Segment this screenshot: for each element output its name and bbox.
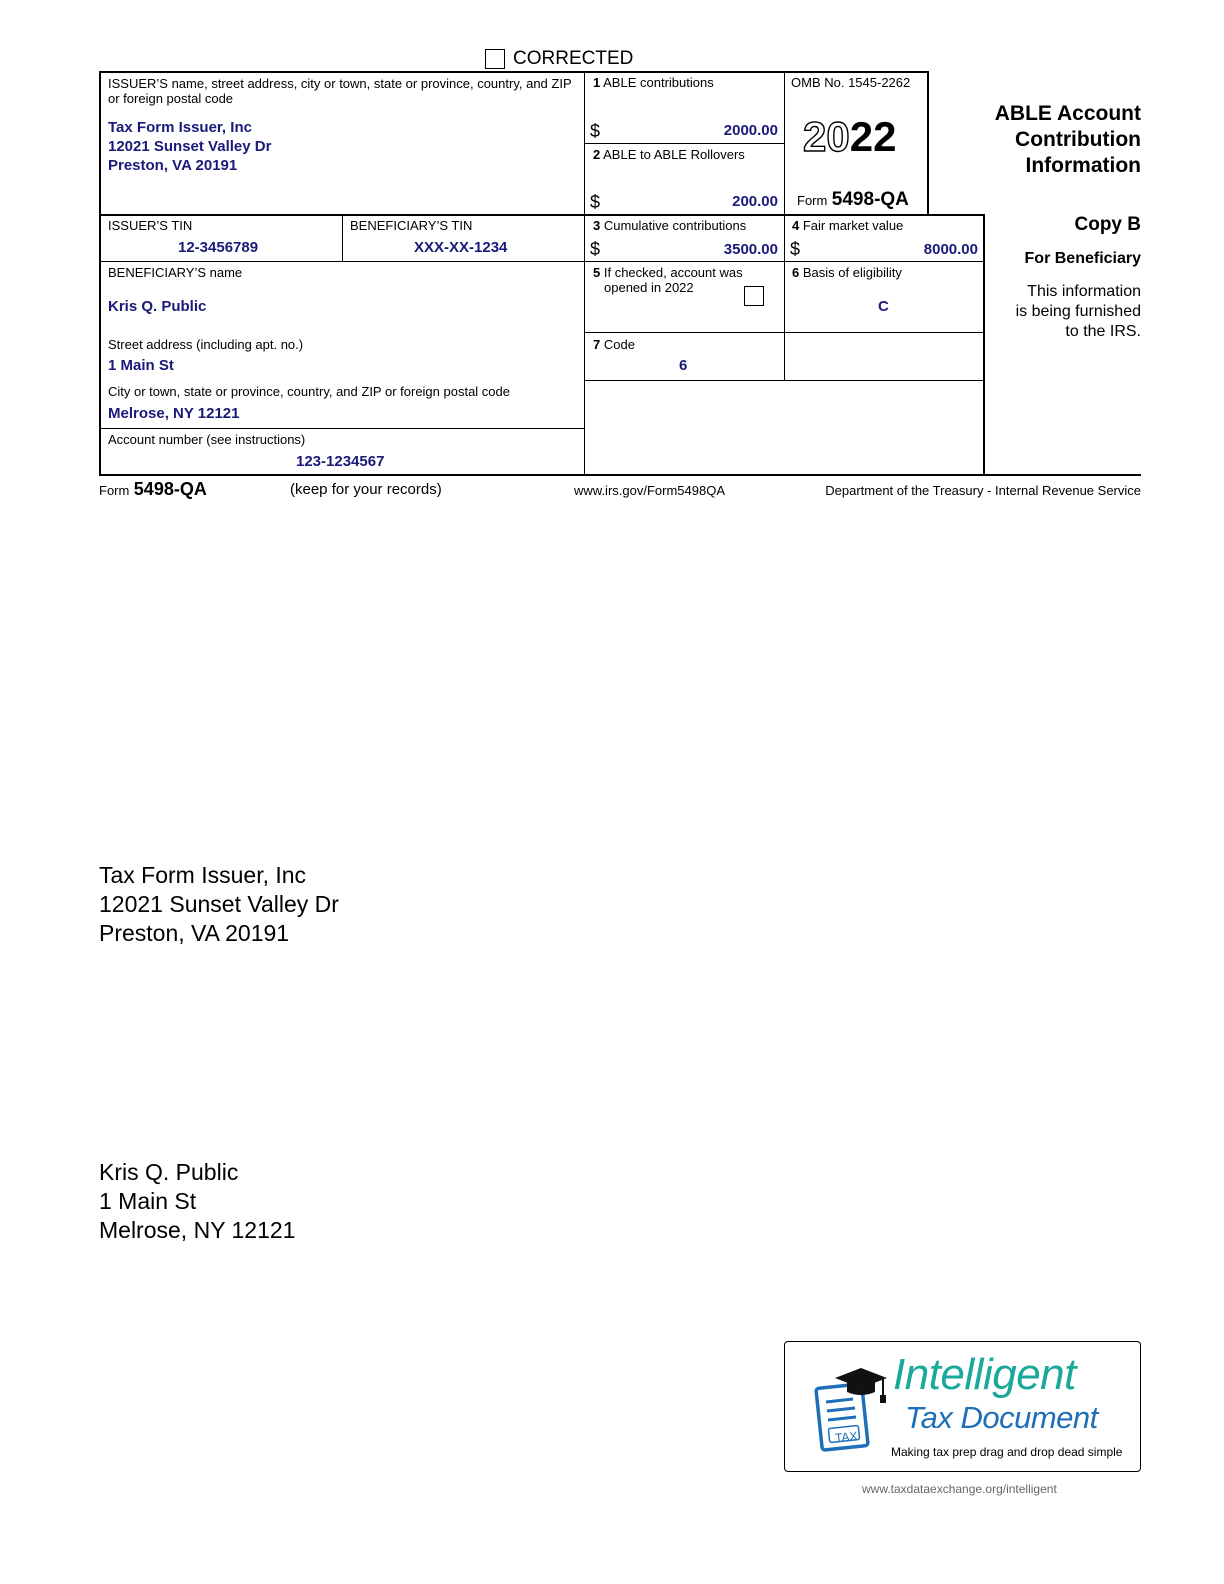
logo-word-tax-document: Tax Document bbox=[905, 1400, 1098, 1435]
account-label: Account number (see instructions) bbox=[108, 432, 306, 447]
box2-currency: $ bbox=[590, 192, 601, 212]
copy-title: Copy B bbox=[1074, 214, 1141, 235]
box1-label: 1 ABLE contributions bbox=[593, 75, 714, 90]
beneficiary-tin-value: XXX-XX-1234 bbox=[414, 239, 508, 256]
box1-value: 2000.00 bbox=[723, 122, 778, 139]
box4-currency: $ bbox=[790, 239, 801, 259]
beneficiary-tin-label: BENEFICIARY’S TIN bbox=[350, 218, 473, 233]
logo-url: www.taxdataexchange.org/intelligent bbox=[862, 1482, 1057, 1496]
omb-number: OMB No. 1545-2262 bbox=[791, 75, 911, 90]
tax-year: 2022 bbox=[803, 113, 897, 160]
tax-document-icon bbox=[813, 1364, 893, 1459]
form-title: ABLE Account Contribution Information bbox=[994, 102, 1141, 177]
account-value: 123-1234567 bbox=[296, 453, 385, 470]
box6-value: C bbox=[878, 298, 889, 315]
mailing-issuer-address: Tax Form Issuer, Inc 12021 Sunset Valley Dr Preston, VA 20191 bbox=[99, 862, 339, 946]
issuer-label: ISSUER’S name, street address, city or town, state or province, country, and ZIP or foreign postal code bbox=[108, 76, 572, 106]
box5-label: 5 If checked, account was opened in 2022 bbox=[593, 265, 743, 295]
logo-doc-label: TAX bbox=[834, 1428, 859, 1446]
footer-form-name: Form 5498-QA bbox=[99, 479, 207, 499]
issuer-street: 12021 Sunset Valley Dr bbox=[108, 138, 272, 155]
box1-currency: $ bbox=[590, 121, 601, 141]
corrected-checkbox[interactable] bbox=[485, 49, 505, 69]
intelligent-tax-document-logo bbox=[784, 1341, 1141, 1472]
box5-checkbox[interactable] bbox=[744, 286, 764, 306]
footer-dept: Department of the Treasury - Internal Revenue Service bbox=[825, 483, 1141, 498]
box2-label: 2 ABLE to ABLE Rollovers bbox=[593, 147, 745, 162]
logo-tagline: Making tax prep drag and drop dead simple bbox=[891, 1445, 1123, 1459]
box2-value: 200.00 bbox=[732, 193, 778, 210]
logo-word-intelligent: Intelligent bbox=[893, 1350, 1076, 1399]
box4-value: 8000.00 bbox=[923, 241, 978, 258]
corrected-label: CORRECTED bbox=[513, 48, 634, 69]
box3-value: 3500.00 bbox=[723, 241, 778, 258]
copy-subtitle: For Beneficiary bbox=[1024, 250, 1141, 267]
box3-currency: $ bbox=[590, 239, 601, 259]
beneficiary-name-label: BENEFICIARY’S name bbox=[108, 265, 243, 280]
beneficiary-name: Kris Q. Public bbox=[108, 298, 207, 315]
beneficiary-street-label: Street address (including apt. no.) bbox=[108, 337, 304, 352]
omb-form-name: Form 5498-QA bbox=[797, 189, 909, 210]
issuer-city: Preston, VA 20191 bbox=[108, 157, 238, 174]
box4-label: 4 Fair market value bbox=[792, 218, 904, 233]
footer-keep: (keep for your records) bbox=[290, 481, 442, 498]
mailing-recipient-address: Kris Q. Public 1 Main St Melrose, NY 12121 bbox=[99, 1159, 296, 1243]
copy-notice: This information is being furnished to the IRS. bbox=[1015, 283, 1141, 340]
beneficiary-street: 1 Main St bbox=[108, 357, 174, 374]
box6-label: 6 Basis of eligibility bbox=[792, 265, 902, 280]
box7-label: 7 Code bbox=[593, 337, 635, 352]
beneficiary-city-label: City or town, state or province, country, and ZIP or foreign postal code bbox=[108, 384, 510, 399]
box7-value: 6 bbox=[679, 357, 688, 374]
issuer-tin-value: 12-3456789 bbox=[178, 239, 259, 256]
footer-url: www.irs.gov/Form5498QA bbox=[574, 483, 725, 498]
beneficiary-city: Melrose, NY 12121 bbox=[108, 405, 240, 422]
issuer-name: Tax Form Issuer, Inc bbox=[108, 119, 252, 136]
issuer-tin-label: ISSUER’S TIN bbox=[108, 218, 193, 233]
box3-label: 3 Cumulative contributions bbox=[593, 218, 747, 233]
